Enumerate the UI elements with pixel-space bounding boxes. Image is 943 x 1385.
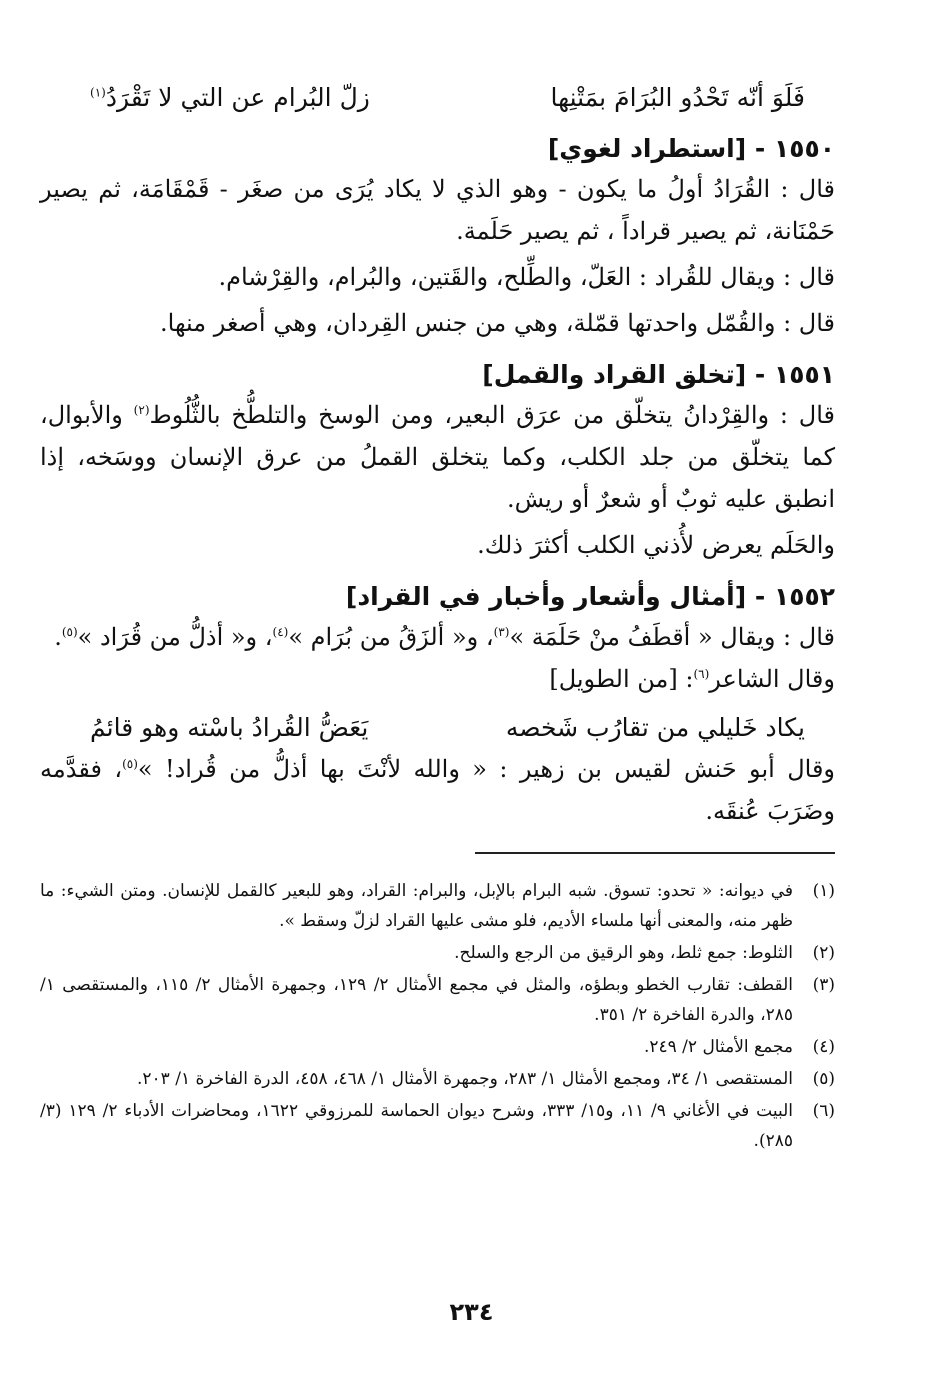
paragraph-text: والأبوال، كما يتخلّق من جلد الكلب، وكما يتخلق القملُ من عرق الإنسان ووسَخه، إذا انطبق عليه ثوبٌ أو شعرٌ أو ريش.: [40, 401, 835, 513]
footnote-ref[interactable]: (٢): [133, 403, 150, 417]
footnote-item: [40, 970, 835, 1030]
paragraph-text: قال : والقِرْدانُ يتخلّق من عرَق البعير، ومن الوسخ والتلطُّخ بالثُّلُوط: [149, 401, 835, 429]
verse-left-text: زلّ البُرام عن التي لا تَقْرَدُ: [105, 83, 370, 112]
poet-intro: [40, 658, 835, 700]
footnote-item: [40, 1096, 835, 1156]
footnote-item: [40, 876, 835, 936]
poem-verse: [90, 708, 805, 748]
verse-right-hemistich: فَلَوَ أنّه تَحْدُو البُرَامَ بمَتْنِها: [550, 83, 805, 112]
footnote-divider: [475, 852, 835, 854]
footnote-text: المستقصى ١/ ٣٤، ومجمع الأمثال ١/ ٢٨٣، وجمهرة الأمثال ١/ ٤٦٨، ٤٥٨، الدرة الفاخرة ١/ ٢٠٣.: [136, 1069, 793, 1089]
paragraph-text: وقال الشاعر: [709, 665, 835, 693]
footnote-text: مجمع الأمثال ٢/ ٢٤٩.: [643, 1037, 793, 1057]
verse-left-hemistich: يَعَضُّ القُرادُ باسْته وهو قائمُ: [90, 713, 369, 742]
top-verse: [90, 78, 805, 118]
paragraph: قال : والقُمّل واحدتها قمّلة، وهي من جنس القِردان، وهي أصغر منها.: [160, 309, 835, 337]
footnote-text: الثلوط: جمع ثلط، وهو الرقيق من الرجع والسلح.: [454, 943, 793, 963]
footnote-number: (٤): [812, 1037, 835, 1057]
footnote-ref[interactable]: (٦): [693, 667, 710, 681]
section-heading-1550: ١٥٥٠ - [استطراد لغوي]: [547, 134, 835, 163]
paragraph-text: وقال أبو حَنش لقيس بن زهير : « والله لأنْتَ بها أذلُّ من قُراد! »: [137, 755, 836, 783]
paragraph-text: قال : ويقال « أقطَفُ منْ حَلَمَة »: [509, 623, 835, 651]
footnote-text: في ديوانه: « تحدو: تسوق. شبه البرام بالإبل، والبرام: القراد، وهو للبعير كالقمل للإنسان. ومتن الشيء: ما ظهر منه، والمعنى أنها ملساء الأديم، فلو مشى عليها القراد لزلّ وسقط ».: [40, 881, 793, 931]
footnote-item: [40, 1032, 835, 1062]
paragraph: قال : القُرَادُ أولُ ما يكون - وهو الذي لا يكاد يُرَى من صغَر - قَمْقَامَة، ثم يصير حَمْنَانة، ثم يصير قراداً ، ثم يصير حَلَمة.: [40, 175, 835, 245]
page-number: ٢٣٤: [449, 1298, 494, 1326]
book-page: [40, 70, 835, 1158]
paragraph-text: ، و« أذلُّ من قُرَاد »: [77, 623, 273, 651]
paragraph: والحَلَم يعرض لأُذني الكلب أكثرَ ذلك.: [477, 531, 835, 559]
footnote-ref[interactable]: (٣): [493, 625, 510, 639]
verse-left-hemistich: [90, 78, 370, 118]
section-heading-1552: ١٥٥٢ - [أمثال وأشعار وأخبار في القراد]: [345, 582, 835, 611]
meter-label: : [من الطويل]: [549, 665, 694, 693]
footnote-number: (٢): [812, 943, 835, 963]
footnote-text: البيت في الأغاني ٩/ ١١، و١٥/ ٣٣٣، وشرح ديوان الحماسة للمرزوقي ١٦٢٢، ومحاضرات الأدباء ٢/ ١٢٩ (٣/ ٢٨٥).: [40, 1101, 794, 1151]
paragraph: [40, 394, 835, 520]
verse-right-hemistich: يكاد خَليلي من تقارُب شَخصه: [505, 713, 805, 742]
section-heading-1551: ١٥٥١ - [تخلق القراد والقمل]: [482, 360, 835, 389]
footnote-text: القطف: تقارب الخطو وبطؤه، والمثل في مجمع الأمثال ٢/ ١٢٩، وجمهرة الأمثال ٢/ ١١٥، والمستقصى ١/ ٢٨٥، والدرة الفاخرة ٢/ ٣٥١.: [40, 975, 793, 1025]
footnote-number: (٥): [812, 1069, 835, 1089]
paragraph: [40, 748, 835, 832]
footnote-ref[interactable]: (٥): [61, 625, 78, 639]
paragraph: قال : ويقال للقُراد : العَلّ، والطِّلح، والقَتين، والبُرام، والقِرْشام.: [218, 263, 835, 291]
footnote-ref[interactable]: (٥): [122, 757, 138, 771]
footnote-number: (١): [812, 881, 835, 901]
paragraph-text: ، و« ألزَقُ من بُرَام »: [288, 623, 494, 651]
footnote-ref[interactable]: (١): [90, 85, 106, 100]
footnote-ref[interactable]: (٤): [272, 625, 289, 639]
footnote-item: [40, 938, 835, 968]
paragraph-text: .: [54, 623, 62, 651]
paragraph-text: ، فقدَّمه وضَرَبَ عُنقَه.: [40, 755, 835, 825]
footnote-number: (٣): [812, 975, 835, 995]
footnote-number: (٦): [812, 1101, 835, 1121]
paragraph: [40, 616, 835, 658]
footnote-item: [40, 1064, 835, 1094]
footnotes: [40, 876, 835, 1156]
